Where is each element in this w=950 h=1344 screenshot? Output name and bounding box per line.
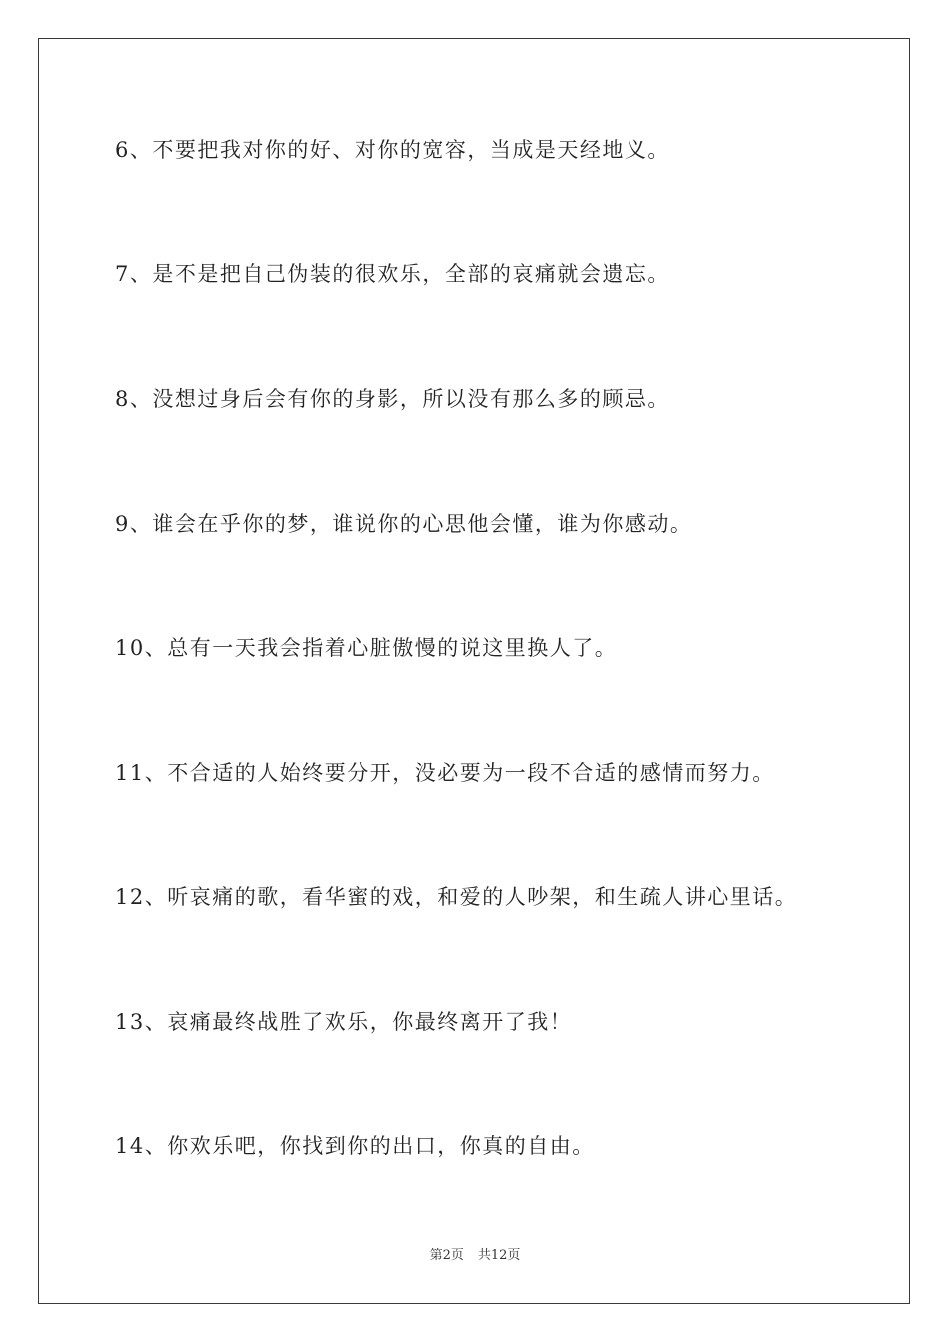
page-border [38,38,910,1304]
text-line-12: 12、听哀痛的歌，看华蜜的戏，和爱的人吵架，和生疏人讲心里话。 [115,885,798,909]
text-line-13: 13、哀痛最终战胜了欢乐，你最终离开了我！ [115,1010,573,1034]
text-line-9: 9、谁会在乎你的梦，谁说你的心思他会懂，谁为你感动。 [115,512,693,536]
text-line-14: 14、你欢乐吧，你找到你的出口，你真的自由。 [115,1134,595,1158]
text-line-7: 7、是不是把自己伪装的很欢乐，全部的哀痛就会遗忘。 [115,262,670,286]
text-line-10: 10、总有一天我会指着心脏傲慢的说这里换人了。 [115,636,618,660]
page-total: 共12页 [477,1248,521,1263]
page-footer [0,1249,950,1262]
text-line-8: 8、没想过身后会有你的身影，所以没有那么多的顾忌。 [115,387,670,411]
text-line-6: 6、不要把我对你的好、对你的宽容，当成是天经地义。 [115,138,670,162]
page-number: 第2页 [429,1248,464,1263]
text-line-11: 11、不合适的人始终要分开，没必要为一段不合适的感情而努力。 [115,761,775,785]
